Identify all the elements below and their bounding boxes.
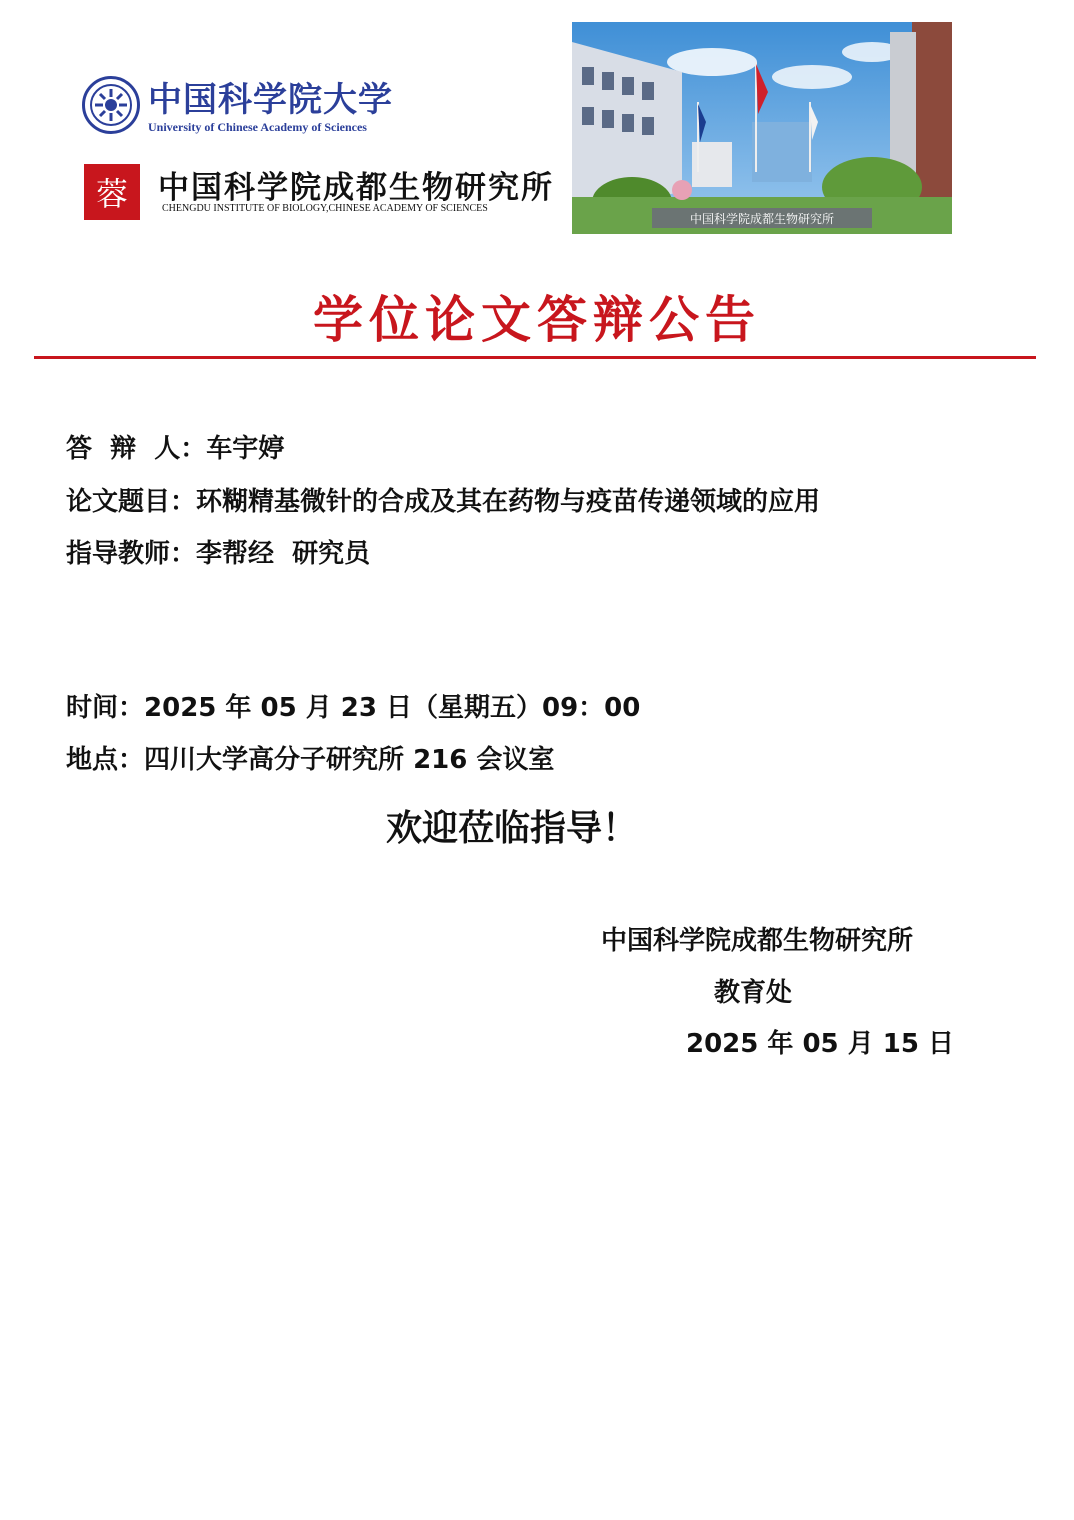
thesis-label: 论文题目： [66,487,197,517]
cib-name-en: CHENGDU INSTITUTE OF BIOLOGY,CHINESE ACADEMY OF SCIENCES [162,203,488,214]
thesis-title: 环糊精基微针的合成及其在药物与疫苗传递领域的应用 [196,487,821,517]
welcome-text: 欢迎莅临指导！ [385,808,638,849]
time-value: 2025 年 05 月 23 日（星期五）09：00 [144,693,641,723]
place-label: 地点： [66,745,145,775]
signature-dept: 教育处 [714,978,793,1008]
place-value: 四川大学高分子研究所 216 会议室 [144,745,555,775]
time-label: 时间： [66,693,145,723]
page-title: 学位论文答辩公告 [313,290,761,349]
cib-name-cn: 中国科学院成都生物研究所 [158,170,554,206]
ucas-name-cn: 中国科学院大学 [148,80,393,120]
time-line [66,687,640,724]
photo-sign-text: 中国科学院成都生物研究所 [689,212,835,226]
ucas-name-en: University of Chinese Academy of Sciences [148,120,367,134]
cib-seal-logo: 蓉 [84,164,140,220]
thesis-line [66,481,820,518]
signature-org: 中国科学院成都生物研究所 [601,926,914,956]
title-divider [34,356,1036,359]
advisor-line [66,533,370,570]
defender-label: 答 辩 人： [66,434,207,464]
defender-name: 车宇婷 [206,434,285,464]
advisor-name: 李帮经 研究员 [196,539,371,569]
advisor-label: 指导教师： [66,539,197,569]
ucas-emblem-logo [82,76,140,134]
place-line [66,739,554,776]
campus-photo [572,22,952,234]
signature-date: 2025 年 05 月 15 日 [686,1029,954,1059]
defender-line [66,428,284,465]
